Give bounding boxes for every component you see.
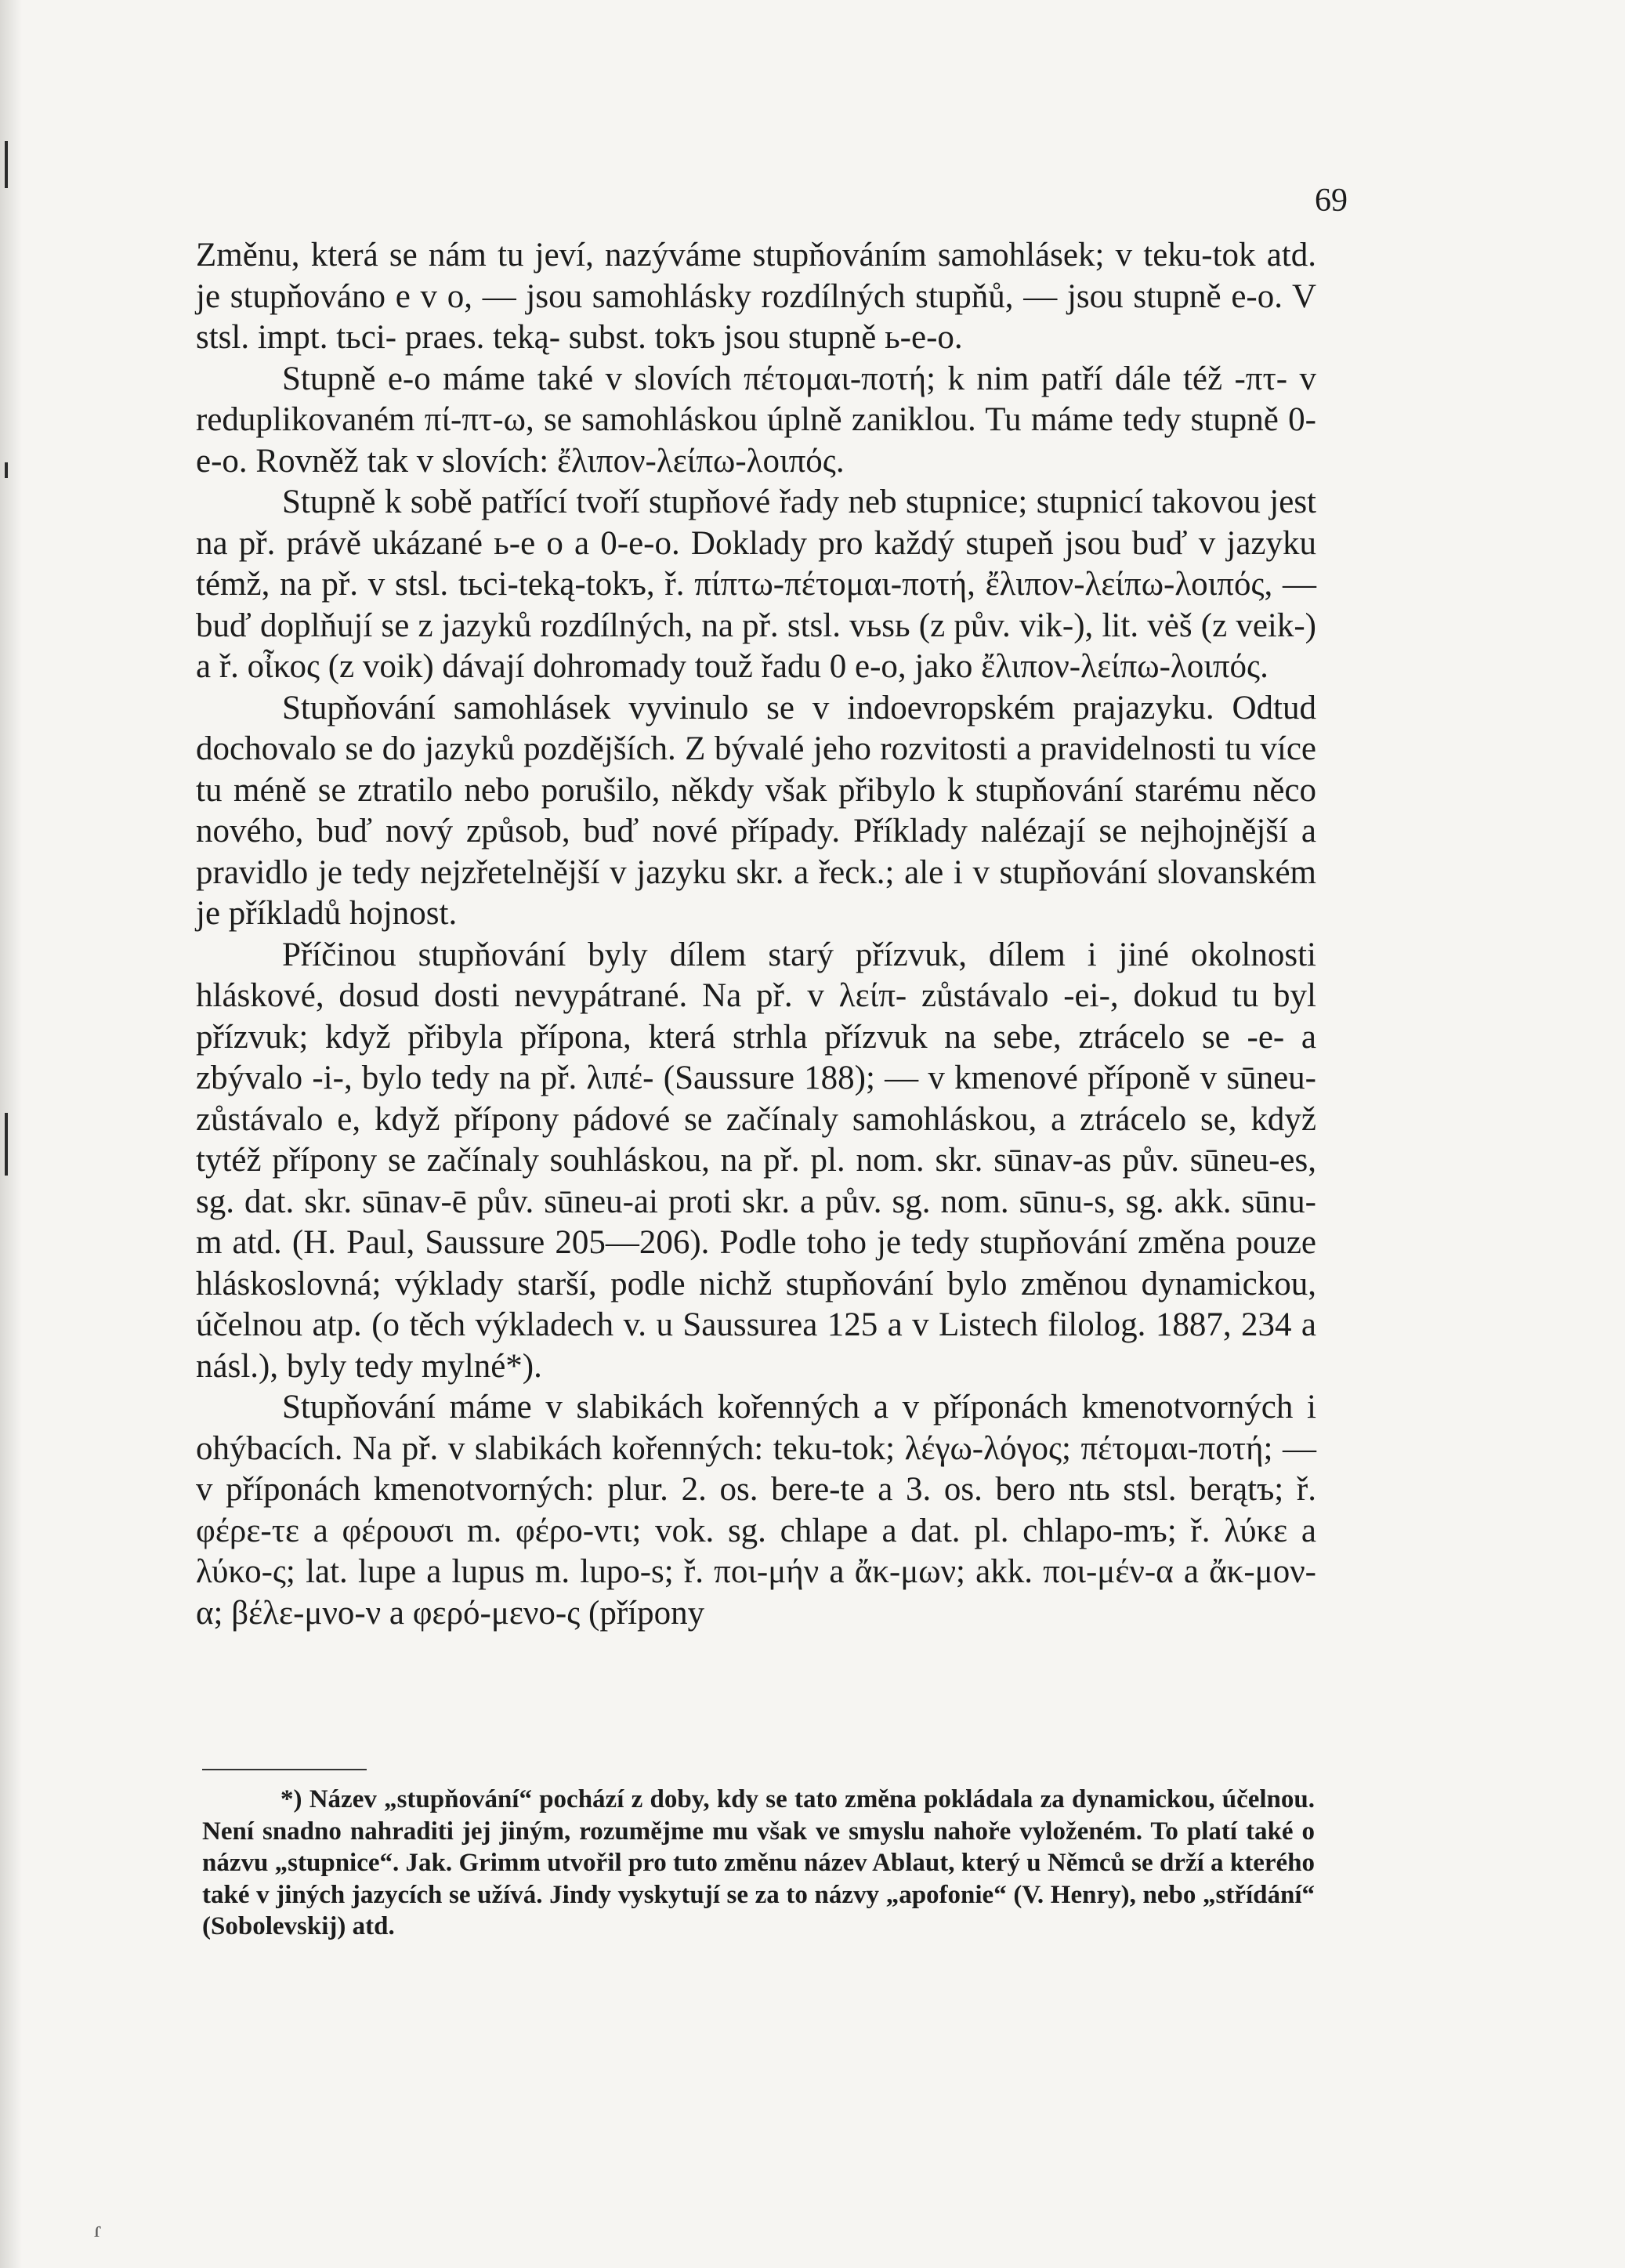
- paragraph: Stupňování máme v slabikách kořenných a v příponách kmenotvorných i ohýbacích. Na př. v slabikách kořenných: teku-tok; λέγω-λόγος; πέτομαι-ποτή; — v příponách kmenotvorných: plur. 2. os. bere-te a 3. os. bero ntь stsl. berątъ; ř. φέρε-τε a φέρουσι m. φέρο-ντι; vok. sg. chlape a dat. pl. chlapo-mъ; ř. λύκε a λύκο-ς; lat. lupe a lupus m. lupo-s; ř. ποι-μήν a ἄκ-μων; akk. ποι-μέν-α a ἄκ-μον-α; βέλε-μνο-ν a φερό-μενο-ς (přípony: [196, 1389, 1316, 1632]
- paragraph: Změnu, která se nám tu jeví, nazýváme stupňováním samohlásek; v teku-tok atd. je stupňováno e v o, — jsou samohlásky rozdílných stupňů, — jsou stupně e-o. V stsl. impt. tьci- praes. teką- subst. tokъ jsou stupně ь-e-o.: [196, 237, 1316, 356]
- scan-mark: [5, 1113, 8, 1176]
- paragraph: Příčinou stupňování byly dílem starý přízvuk, dílem i jiné okolnosti hláskové, dosud dosti nevypátrané. Na př. v λείπ- zůstávalo -ei-, dokud tu byl přízvuk; když přibyla přípona, která strhla přízvuk na sebe, ztrácelo se -e- a zbývalo -i-, bylo tedy na př. λιπέ- (Saussure 188); — v kmenové příponě v sūneu- zůstávalo e, když přípony pádové se začínaly samohláskou, a ztrácelo se, když tytéž přípony se začínaly souhláskou, na př. pl. nom. skr. sūnav-as pův. sūneu-es, sg. dat. skr. sūnav-ē pův. sūneu-ai proti skr. a pův. sg. nom. sūnu-s, sg. akk. sūnu-m atd. (H. Paul, Saussure 205—206). Podle toho je tedy stupňování změna pouze hláskoslovná; výklady starší, podle nichž stupňování bylo změnou dynamickou, účelnou atp. (o těch výkladech v. u Saussurea 125 a v Listech filolog. 1887, 234 a násl.), byly tedy mylné*).: [196, 936, 1316, 1385]
- scan-mark: [5, 141, 8, 188]
- scan-edge: [0, 0, 22, 2268]
- page-number: 69: [1315, 183, 1348, 219]
- body-text: [196, 235, 1316, 1634]
- corner-mark: ɾ: [94, 2218, 102, 2242]
- scan-mark: [5, 462, 8, 478]
- paragraph: Stupně e-o máme také v slovích πέτομαι-ποτή; k nim patří dále též -πτ- v reduplikovaném πί-πτ-ω, se samohláskou úplně zaniklou. Tu máme tedy stupně 0-e-o. Rovněž tak v slovích: ἔλιπον-λείπω-λοιπός.: [196, 360, 1316, 480]
- footnote-divider: [202, 1769, 367, 1770]
- paragraph: Stupňování samohlásek vyvinulo se v indoevropském prajazyku. Odtud dochovalo se do jazyků pozdějších. Z bývalé jeho rozvitosti a pravidelnosti tu více tu méně se ztratilo nebo porušilo, někdy však přibylo k stupňování starému něco nového, buď nový způsob, buď nové případy. Příklady nalézají se nejhojnější a pravidlo je tedy nejzřetelnější v jazyku skr. a řeck.; ale i v stupňování slovanském je příkladů hojnost.: [196, 689, 1316, 932]
- footnote: *) Název „stupňování“ pochází z doby, kdy se tato změna pokládala za dynamickou, účelnou. Není snadno nahraditi jej jiným, rozumějme mu však ve smyslu nahoře vyloženém. To platí také o názvu „stupnice“. Jak. Grimm utvořil pro tuto změnu název Ablaut, který u Němců se drží a kterého také v jiných jazycích se užívá. Jindy vyskytují se za to názvy „apofonie“ (V. Henry), nebo „střídání“ (Sobolevskij) atd.: [202, 1785, 1315, 1940]
- paragraph: Stupně k sobě patřící tvoří stupňové řady neb stupnice; stupnicí takovou jest na př. právě ukázané ь-e o a 0-e-o. Doklady pro každý stupeň jsou buď v jazyku témž, na př. v stsl. tьci-teką-tokъ, ř. πίπτω-πέτομαι-ποτή, ἔλιπον-λείπω-λοιπός, — buď doplňují se z jazyků rozdílných, na př. stsl. vьsь (z pův. vik-), lit. vėš (z veik-) a ř. οἶκος (z voik) dávají dohromady touž řadu 0 e-o, jako ἔλιπον-λείπω-λοιπός.: [196, 484, 1316, 685]
